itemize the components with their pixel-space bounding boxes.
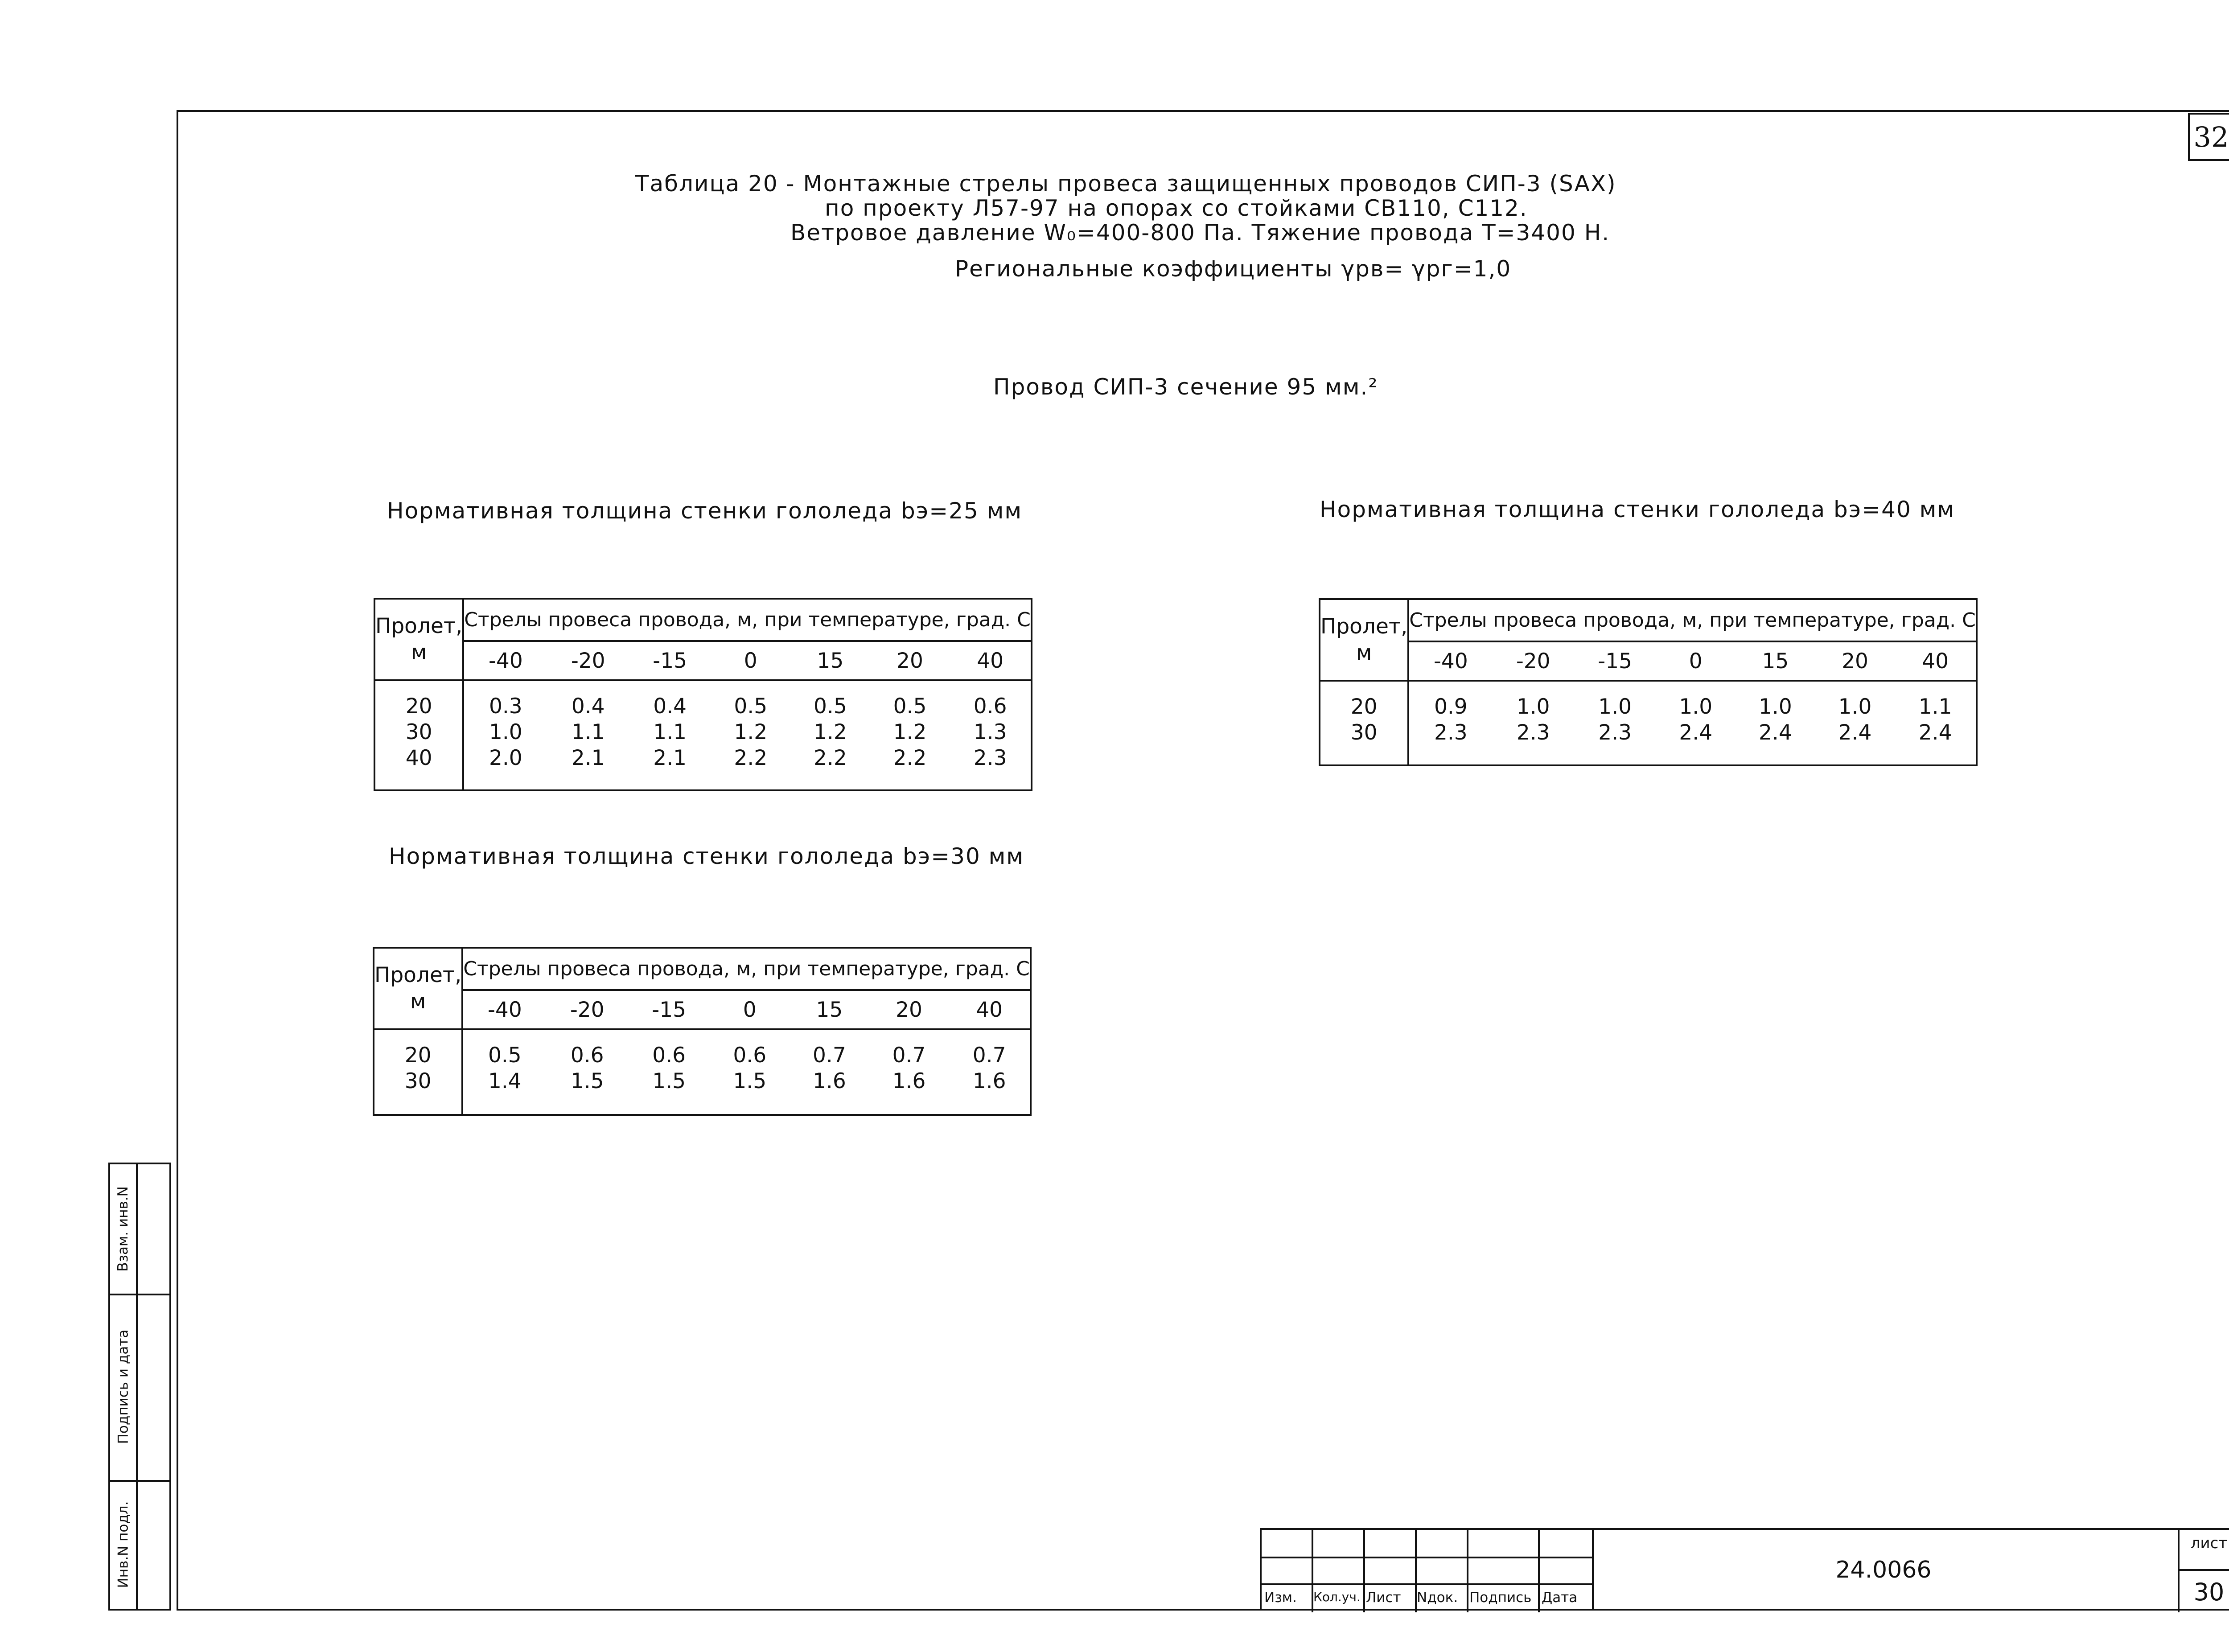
sag-value: 0.7 xyxy=(892,1043,926,1068)
sag-value: 0.4 xyxy=(653,694,687,719)
sag-value: 0.3 xyxy=(489,694,522,719)
row-header-text: м xyxy=(411,640,427,665)
document-code: 24.0066 xyxy=(1835,1557,1932,1583)
side-strip-text: Взам. инв.N xyxy=(115,1186,132,1272)
span-value: 40 xyxy=(405,746,432,770)
col-label-change: Изм. xyxy=(1264,1590,1297,1606)
side-strip-cell-original xyxy=(111,1480,135,1609)
sag-column xyxy=(546,1029,628,1115)
sag-value: 0.6 xyxy=(652,1043,686,1068)
temperature-header: -15 xyxy=(629,641,711,680)
sag-value: 2.4 xyxy=(1679,720,1713,745)
col-label-doc: Nдок. xyxy=(1417,1590,1458,1606)
grid-line xyxy=(1363,1530,1365,1612)
sag-value: 1.6 xyxy=(892,1069,926,1093)
temperature-header: 20 xyxy=(869,990,949,1029)
sag-column xyxy=(1574,681,1656,765)
sheet-label: лист xyxy=(2190,1534,2228,1552)
sag-column xyxy=(710,1029,790,1115)
title-line-1: Таблица 20 - Монтажные стрелы провеса защищенных проводов СИП-3 (SAX) xyxy=(635,171,1616,197)
sag-value: 1.0 xyxy=(489,720,522,744)
sag-value: 0.7 xyxy=(972,1043,1006,1068)
sag-value: 2.1 xyxy=(653,746,687,770)
sheet-number: 30 xyxy=(2180,1569,2229,1613)
span-value: 30 xyxy=(405,720,432,744)
title-block xyxy=(1260,1528,2229,1611)
span-value: 30 xyxy=(404,1069,432,1093)
sag-value: 0.5 xyxy=(734,694,768,719)
sag-value: 2.2 xyxy=(734,746,768,770)
sag-value: 2.2 xyxy=(893,746,927,770)
title-block-main xyxy=(1592,1528,2229,1611)
sag-value: 0.4 xyxy=(571,694,605,719)
side-strip-cell-signature xyxy=(111,1294,135,1480)
sag-column xyxy=(711,680,790,790)
temperature-header: -40 xyxy=(1408,641,1492,681)
side-strip xyxy=(108,1163,171,1611)
sag-value: 0.6 xyxy=(570,1043,604,1068)
span-value: 20 xyxy=(1350,694,1378,719)
title-line-2: по проекту Л57-97 на опорах со стойками СВ110, С112. xyxy=(825,195,1528,221)
sag-column xyxy=(629,680,711,790)
subtitle: Провод СИП-3 сечение 95 мм.² xyxy=(993,374,1378,400)
sag-value: 2.4 xyxy=(1759,720,1792,745)
sag-value: 1.0 xyxy=(1598,694,1632,719)
temperature-header: 15 xyxy=(790,641,870,680)
temperature-header: -20 xyxy=(546,990,628,1029)
sag-value: 0.6 xyxy=(973,694,1007,719)
row-header-text: Пролет, xyxy=(375,613,463,638)
temperature-header: 15 xyxy=(1735,641,1815,681)
sag-value: 1.5 xyxy=(570,1069,604,1093)
span-header: Стрелы провеса провода, м, при температуре, град. С xyxy=(1408,599,1977,641)
sag-value: 1.0 xyxy=(1679,694,1713,719)
sag-value: 2.1 xyxy=(571,746,605,770)
sag-value: 2.3 xyxy=(1598,720,1632,745)
temperature-header: -15 xyxy=(628,990,710,1029)
row-header xyxy=(374,599,463,680)
sag-value: 1.1 xyxy=(571,720,605,744)
sag-column xyxy=(1656,681,1735,765)
temperature-header: 15 xyxy=(790,990,869,1029)
span-header: Стрелы провеса провода, м, при температуре, град. С xyxy=(463,599,1032,641)
temperature-header: -20 xyxy=(1492,641,1574,681)
sag-table-30 xyxy=(373,947,1032,1116)
sag-value: 1.6 xyxy=(972,1069,1006,1093)
col-label-date: Дата xyxy=(1542,1590,1578,1606)
sag-value: 1.5 xyxy=(733,1069,767,1093)
sag-value: 1.1 xyxy=(653,720,687,744)
title-line-4: Региональные коэффициенты γрв= γрг=1,0 xyxy=(955,256,1512,282)
sag-column xyxy=(628,1029,710,1115)
sag-value: 1.2 xyxy=(814,720,847,744)
row-header-text: м xyxy=(410,989,426,1014)
sag-value: 0.5 xyxy=(488,1043,522,1068)
sag-value: 0.9 xyxy=(1434,694,1468,719)
span-column xyxy=(374,1029,462,1115)
table-label-30: Нормативная толщина стенки гололеда bэ=30 мм xyxy=(389,843,1024,869)
sag-column xyxy=(1492,681,1574,765)
side-strip-cell-replace xyxy=(111,1164,135,1294)
temperature-header: 40 xyxy=(1895,641,1976,681)
row-header xyxy=(374,948,462,1029)
sag-value: 1.0 xyxy=(1516,694,1550,719)
sag-value: 1.6 xyxy=(813,1069,846,1093)
sheet-box xyxy=(2178,1530,2229,1612)
sag-column xyxy=(1815,681,1895,765)
sag-value: 0.6 xyxy=(733,1043,767,1068)
sag-column xyxy=(547,680,629,790)
temperature-header: -15 xyxy=(1574,641,1656,681)
sag-value: 1.0 xyxy=(1838,694,1872,719)
row-header-text: м xyxy=(1356,640,1372,665)
sag-value: 1.4 xyxy=(488,1069,522,1093)
row-header-text: Пролет, xyxy=(1320,614,1408,639)
sag-value: 0.5 xyxy=(893,694,927,719)
sag-value: 1.5 xyxy=(652,1069,686,1093)
temperature-header: 0 xyxy=(710,990,790,1029)
page-number: 32 xyxy=(2188,113,2229,161)
temperature-header: 0 xyxy=(711,641,790,680)
revision-grid xyxy=(1260,1528,1592,1611)
sag-value: 0.5 xyxy=(814,694,847,719)
sag-column xyxy=(463,680,547,790)
sag-column xyxy=(462,1029,546,1115)
sag-column xyxy=(869,1029,949,1115)
temperature-header: 20 xyxy=(1815,641,1895,681)
sag-column xyxy=(790,1029,869,1115)
temperature-header: 20 xyxy=(870,641,950,680)
temperature-header: 0 xyxy=(1656,641,1735,681)
span-column xyxy=(374,680,463,790)
sag-column xyxy=(1735,681,1815,765)
span-value: 20 xyxy=(404,1043,432,1068)
sag-column xyxy=(790,680,870,790)
col-label-sheet: Лист xyxy=(1366,1590,1401,1606)
sag-value: 2.3 xyxy=(1434,720,1468,745)
sag-column xyxy=(1408,681,1492,765)
sag-column xyxy=(950,680,1031,790)
title-line-3: Ветровое давление W₀=400-800 Па. Тяжение провода Т=3400 Н. xyxy=(790,220,1610,246)
sag-value: 2.4 xyxy=(1838,720,1872,745)
side-strip-text: Инв.N подл. xyxy=(115,1501,131,1588)
sag-value: 1.3 xyxy=(973,720,1007,744)
span-column xyxy=(1320,681,1408,765)
span-value: 30 xyxy=(1350,720,1378,745)
temperature-header: -20 xyxy=(547,641,629,680)
table-label-40: Нормативная толщина стенки гололеда bэ=40 мм xyxy=(1320,497,1955,522)
temperature-header: -40 xyxy=(463,641,547,680)
sag-value: 1.0 xyxy=(1759,694,1792,719)
temperature-header: 40 xyxy=(949,990,1030,1029)
temperature-header: -40 xyxy=(462,990,546,1029)
row-header-text: Пролет, xyxy=(374,962,462,987)
sag-value: 2.0 xyxy=(489,746,522,770)
side-strip-text: Подпись и дата xyxy=(115,1329,131,1444)
row-header xyxy=(1320,599,1408,681)
grid-line xyxy=(1538,1530,1540,1612)
sag-value: 0.7 xyxy=(813,1043,846,1068)
sag-column xyxy=(1895,681,1976,765)
col-label-signature: Подпись xyxy=(1469,1590,1532,1606)
span-value: 20 xyxy=(405,694,432,719)
sag-value: 1.2 xyxy=(734,720,768,744)
table-label-25: Нормативная толщина стенки гололеда bэ=25 мм xyxy=(387,498,1023,524)
sag-column xyxy=(949,1029,1030,1115)
sag-column xyxy=(870,680,950,790)
sag-value: 1.1 xyxy=(1918,694,1952,719)
sag-value: 2.3 xyxy=(973,746,1007,770)
sag-value: 1.2 xyxy=(893,720,927,744)
sag-value: 2.4 xyxy=(1918,720,1952,745)
sag-value: 2.3 xyxy=(1516,720,1550,745)
span-header: Стрелы провеса провода, м, при температуре, град. С xyxy=(462,948,1031,990)
sag-table-25 xyxy=(374,598,1032,791)
temperature-header: 40 xyxy=(950,641,1031,680)
sag-value: 2.2 xyxy=(814,746,847,770)
sag-table-40 xyxy=(1319,598,1978,766)
col-label-count: Кол.уч. xyxy=(1313,1590,1361,1604)
grid-line xyxy=(1467,1530,1468,1612)
